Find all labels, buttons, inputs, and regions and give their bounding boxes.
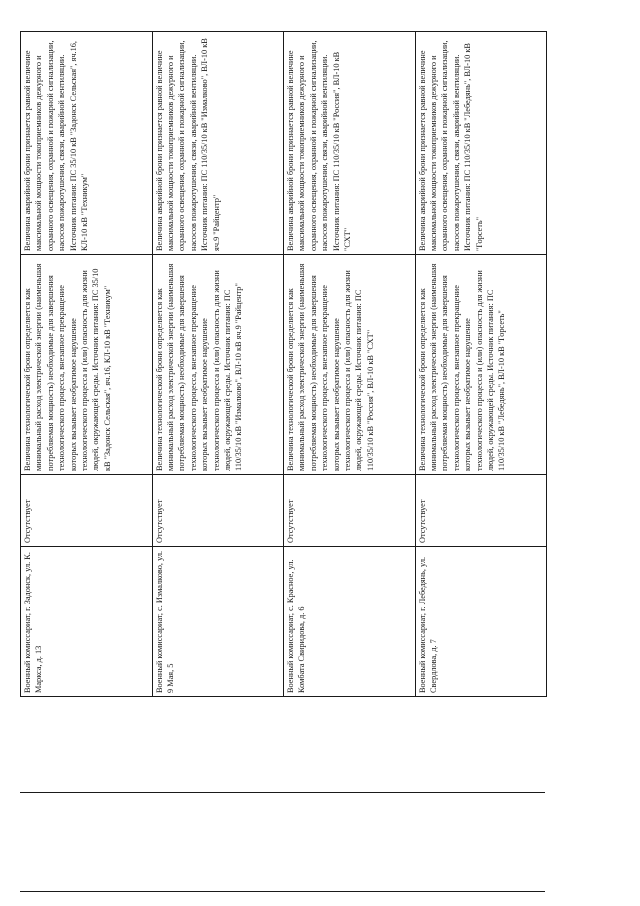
table-row (415, 32, 547, 697)
tech-reserve-cell: Величина технологической брони определяется как минимальный расход электрической энергии (наименьшая потребляемая мощность) необходимые для завершения технологического процесса, внезапное прекращение которых вызывает необратимое нарушение технологического процесса и (или) опасность для жизни людей, окружающей среды. Источник питания: ПС 35/10 кВ "Задонск Сельская", яч.16, КЛ-10 кВ "Техникум" (21, 255, 153, 475)
table-row (284, 32, 416, 697)
table-row (21, 32, 153, 697)
tech-reserve-cell: Величина технологической брони определяется как минимальный расход электрической энергии (наименьшая потребляемая мощность) необходимые для завершения технологического процесса, внезапное прекращение которых вызывает необратимое нарушение технологического процесса и (или) опасность для жизни людей, окружающей среды. Источник питания: ПС 110/35/10 кВ "Лебедянь", ВЛ-10 кВ "Горсеть" (415, 255, 547, 475)
emergency-reserve-cell: Величина аварийной брони признается равной величине максимальной мощности токоприемников дежурного и охранного освещения, охранной и пожарной сигнализации, насосов пожаротушения, связи, аварийной вентиляции. Источник питания: ПС 110/35/10 кВ "Измалково", ВЛ-10 кВ яч.9 "Райцентр" (152, 32, 284, 255)
tech-reserve-cell: Величина технологической брони определяется как минимальный расход электрической энергии (наименьшая потребляемая мощность) необходимые для завершения технологического процесса, внезапное прекращение которых вызывает необратимое нарушение технологического процесса и (или) опасность для жизни людей, окружающей среды. Источник питания: ПС 110/35/10 кВ "Россия", ВЛ-10 кВ "СХТ" (284, 255, 416, 475)
facility-cell: Военный комиссариат, г. Задонск, ул. К. Маркса, д. 13 (21, 547, 153, 697)
facility-cell: Военный комиссариат, г. Лебедянь, ул. Свердлова, д. 7 (415, 547, 547, 697)
divider-line (20, 792, 545, 793)
armor-cell: Отсутствует (415, 475, 547, 547)
emergency-reserve-cell: Величина аварийной брони признается равной величине максимальной мощности токоприемников дежурного и охранного освещения, охранной и пожарной сигнализации, насосов пожаротушения, связи, аварийной вентиляции. Источник питания: ПС 35/10 кВ "Задонск Сельская", яч.16, КЛ-10 кВ "Техникум" (21, 32, 153, 255)
table-row (152, 32, 284, 697)
rotated-table-container (20, 32, 547, 697)
emergency-reserve-cell: Величина аварийной брони признается равной величине максимальной мощности токоприемников дежурного и охранного освещения, охранной и пожарной сигнализации, насосов пожаротушения, связи, аварийной вентиляции. Источник питания: ПС 110/35/10 кВ "Лебедянь", ВЛ-10 кВ "Горсеть" (415, 32, 547, 255)
tech-reserve-cell: Величина технологической брони определяется как минимальный расход электрической энергии (наименьшая потребляемая мощность) необходимые для завершения технологического процесса, внезапное прекращение которых вызывает необратимое нарушение технологического процесса и (или) опасность для жизни людей, окружающей среды. Источник питания: ПС 110/35/10 кВ "Измалково", ВЛ-10 кВ яч.9 "Райцентр" (152, 255, 284, 475)
armor-cell: Отсутствует (21, 475, 153, 547)
emergency-reserve-cell: Величина аварийной брони признается равной величине максимальной мощности токоприемников дежурного и охранного освещения, охранной и пожарной сигнализации, насосов пожаротушения, связи, аварийной вентиляции. Источник питания: ПС 110/35/10 кВ "Россия", ВЛ-10 кВ "СХТ" (284, 32, 416, 255)
facility-cell: Военный комиссариат, с. Измалково, ул. 9 Мая, 5 (152, 547, 284, 697)
power-reserve-table (20, 31, 547, 697)
armor-cell: Отсутствует (152, 475, 284, 547)
divider-line (20, 891, 545, 892)
facility-cell: Военный комиссариат, с. Красное, ул. Комбата Свиридова, д. 6 (284, 547, 416, 697)
armor-cell: Отсутствует (284, 475, 416, 547)
